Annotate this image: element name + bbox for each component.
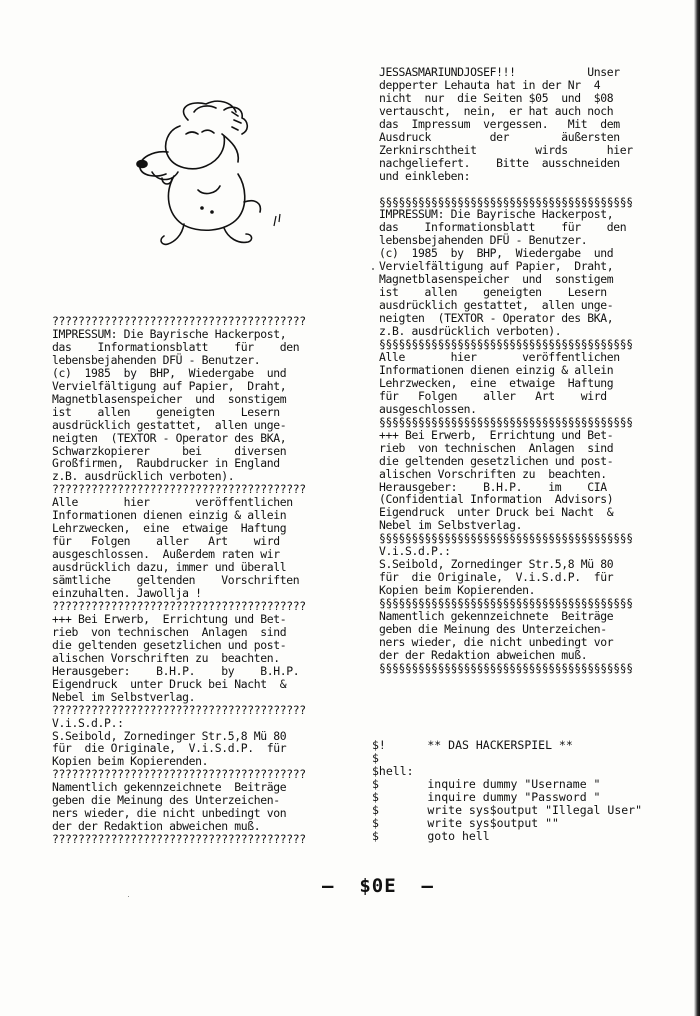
right-column-line: neigten (TEXTOR - Operator des BKA, [379, 311, 614, 326]
right-column-line: vertauscht, nein, er hat auch noch [379, 103, 614, 118]
left-column-line: geben die Meinung des Unterzeichen- [52, 793, 280, 808]
left-column-line: ??????????????????????????????????????? [52, 767, 306, 782]
right-column-line: der der Redaktion abweichen muß. [379, 647, 588, 662]
right-column-line: V.i.S.d.P.: [379, 544, 451, 559]
right-column-line: §§§§§§§§§§§§§§§§§§§§§§§§§§§§§§§§§§§§§§§ [379, 531, 633, 546]
right-column-line: Namentlich gekennzeichnete Beiträge [379, 609, 614, 624]
right-column-line: +++ Bei Erwerb, Errichtung und Bet- [379, 427, 614, 442]
right-column-line: ners wieder, die nicht unbedingt vor [379, 634, 614, 649]
right-column-line: depperter Lehauta hat in der Nr 4 [379, 77, 601, 92]
code-block-line: $ write sys$output "Illegal User" [372, 802, 643, 817]
left-column-line: Großfirmen, Raubdrucker in England [52, 456, 280, 471]
right-column-line: für die Originale, V.i.S.d.P. für [379, 570, 614, 585]
right-column-line: Zerknirschtheit wirds hier [379, 142, 633, 157]
right-column-line: Informationen dienen einzig & allein [379, 362, 614, 377]
right-column-line: (Confidential Information Advisors) [379, 492, 614, 507]
right-column-line: Ausdruck der äußersten [379, 129, 620, 144]
right-column-line: §§§§§§§§§§§§§§§§§§§§§§§§§§§§§§§§§§§§§§§ [379, 660, 633, 675]
right-column-line: Kopien beim Kopierenden. [379, 583, 536, 598]
page-number: — $0E — [322, 875, 434, 897]
cartoon-dog-illustration [128, 90, 288, 260]
right-column-line: §§§§§§§§§§§§§§§§§§§§§§§§§§§§§§§§§§§§§§§ [379, 596, 633, 611]
left-column-line: für die Originale, V.i.S.d.P. für [52, 741, 287, 756]
left-column-line: Herausgeber: B.H.P. by B.H.P. [52, 663, 300, 678]
code-block-line: $ write sys$output "" [372, 815, 559, 830]
right-column-line: §§§§§§§§§§§§§§§§§§§§§§§§§§§§§§§§§§§§§§§ [379, 337, 633, 352]
print-speck [372, 268, 374, 270]
correction-notice-right-column [379, 66, 679, 675]
code-block-line: $ inquire dummy "Password " [372, 789, 601, 804]
left-column-line: der der Redaktion abweichen muß. [52, 819, 261, 834]
right-column-line: ist allen geneigten Lesern [379, 285, 607, 300]
left-column-line: Namentlich gekennzeichnete Beiträge [52, 780, 287, 795]
signature-mark [274, 214, 280, 226]
right-column-line: das Impressum vergessen. Mit dem [379, 116, 620, 131]
left-column-line: S.Seibold, Zornedinger Str.5,8 Mü 80 [52, 728, 287, 743]
right-column-line: Lehrzwecken, eine etwaige Haftung [379, 375, 614, 390]
left-column-line: Vervielfältigung auf Papier, Draht, [52, 378, 287, 393]
left-column-line: IMPRESSUM: Die Bayrische Hackerpost, [52, 326, 287, 341]
right-column-line: für Folgen aller Art wird [379, 388, 607, 403]
right-column-line: ausdrücklich gestattet, allen unge- [379, 298, 614, 313]
left-column-line: z.B. ausdrücklich verboten). [52, 469, 235, 484]
left-column-line: alischen Vorschriften zu beachten. [52, 650, 280, 665]
code-block-line: $! ** DAS HACKERSPIEL ** [372, 738, 573, 752]
left-column-line: ??????????????????????????????????????? [52, 702, 306, 717]
code-block-line: $ inquire dummy "Username " [372, 776, 601, 791]
right-column-line: Magnetblasenspeicher und sonstigem [379, 272, 614, 287]
right-column-line: Vervielfältigung auf Papier, Draht, [379, 259, 614, 274]
left-column-line: ausgeschlossen. Außerdem raten wir [52, 547, 280, 562]
right-column-line: nicht nur die Seiten $05 und $08 [379, 90, 614, 105]
left-column-line: ??????????????????????????????????????? [52, 314, 306, 328]
right-column-line: Alle hier veröffentlichen [379, 349, 620, 364]
left-column-line: ners wieder, die nicht unbedingt von [52, 806, 287, 821]
right-column-line: geben die Meinung des Unterzeichen- [379, 621, 607, 636]
hackerspiel-code-listing [372, 739, 642, 843]
left-column-line: Alle hier veröffentlichen [52, 495, 293, 510]
print-speck [128, 896, 129, 897]
right-column-line: JESSASMARIUNDJOSEF!!! Unser [379, 65, 620, 79]
right-column-line: ausgeschlossen. [379, 401, 477, 416]
left-column-line: ??????????????????????????????????????? [52, 832, 306, 847]
left-column-line: ist allen geneigten Lesern [52, 404, 280, 419]
left-column-line: Schwarzkopierer bei diversen [52, 443, 287, 458]
left-column-line: +++ Bei Erwerb, Errichtung und Bet- [52, 611, 287, 626]
right-column-line: §§§§§§§§§§§§§§§§§§§§§§§§§§§§§§§§§§§§§§§ [379, 194, 633, 209]
left-column-line: sämtliche geltenden Vorschriften [52, 573, 300, 588]
left-column-line: Lehrzwecken, eine etwaige Haftung [52, 521, 287, 536]
left-column-line: V.i.S.d.P.: [52, 715, 124, 730]
left-column-line: für Folgen aller Art wird [52, 534, 280, 549]
left-column-line: ausdrücklich gestattet, allen unge- [52, 417, 287, 432]
code-block-line: $hell: [372, 763, 414, 778]
right-column-line: S.Seibold, Zornedinger Str.5,8 Mü 80 [379, 557, 614, 572]
right-column-line [379, 183, 679, 196]
right-column-line: alischen Vorschriften zu beachten. [379, 466, 607, 481]
left-column-line: ausdrücklich dazu, immer und überall [52, 560, 287, 575]
right-column-line: (c) 1985 by BHP, Wiedergabe und [379, 246, 614, 261]
impressum-left-column [52, 315, 352, 846]
code-block-line: $ goto hell [372, 828, 490, 843]
left-column-line: Nebel im Selbstverlag. [52, 689, 196, 704]
right-column-line: IMPRESSUM: Die Bayrische Hackerpost, [379, 207, 614, 222]
left-column-line: Eigendruck unter Druck bei Nacht & [52, 676, 287, 691]
code-block-line: $ [372, 750, 379, 765]
right-column-line: Nebel im Selbstverlag. [379, 518, 523, 533]
right-column-line: Herausgeber: B.H.P. im CIA [379, 479, 607, 494]
left-column-line: Kopien beim Kopierenden. [52, 754, 209, 769]
right-column-line: die geltenden gesetzlichen und post- [379, 453, 614, 468]
left-column-line: das Informationsblatt für den [52, 339, 300, 354]
right-column-line: z.B. ausdrücklich verboten). [379, 324, 562, 339]
scan-edge-shadow [694, 0, 700, 1016]
left-column-line: ??????????????????????????????????????? [52, 482, 306, 497]
right-column-line: rieb von technischen Anlagen sind [379, 440, 614, 455]
right-column-line: und einkleben: [379, 168, 471, 183]
right-column-line: Eigendruck unter Druck bei Nacht & [379, 505, 614, 520]
left-column-line: Informationen dienen einzig & allein [52, 508, 287, 523]
left-column-line: die geltenden gesetzlichen und post- [52, 637, 287, 652]
left-column-line: (c) 1985 by BHP, Wiedergabe und [52, 365, 287, 380]
right-column-line: §§§§§§§§§§§§§§§§§§§§§§§§§§§§§§§§§§§§§§§ [379, 414, 633, 429]
left-column-line: ??????????????????????????????????????? [52, 598, 306, 613]
right-column-line: nachgeliefert. Bitte ausschneiden [379, 155, 620, 170]
right-column-line: lebensbejahenden DFÜ - Benutzer. [379, 233, 588, 248]
left-column-line: neigten (TEXTOR - Operator des BKA, [52, 430, 287, 445]
left-column-line: rieb von technischen Anlagen sind [52, 624, 287, 639]
right-column-line: das Informationsblatt für den [379, 220, 627, 235]
left-column-line: lebensbejahenden DFÜ - Benutzer. [52, 352, 261, 367]
left-column-line: einzuhalten. Jawollja ! [52, 586, 202, 601]
left-column-line: Magnetblasenspeicher und sonstigem [52, 391, 287, 406]
